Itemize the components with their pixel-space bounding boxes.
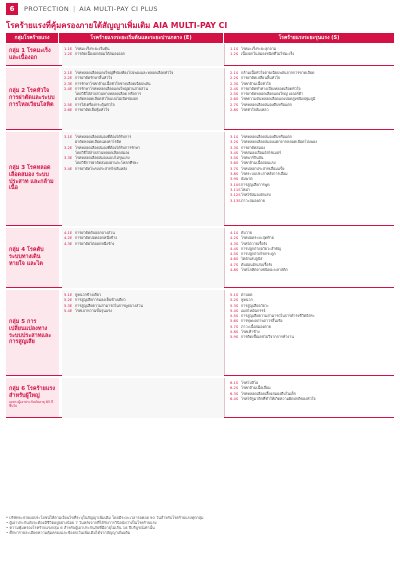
item-text: กล้ามเนื้อหัวใจตายเฉียบพลันจากการขาดเลือด [241, 71, 315, 75]
item-text: ไตอักเสบลูปัส [241, 257, 263, 262]
group-label: กลุ่ม 6 โรคร้ายแรงสำหรับผู้ใหญ่ [9, 386, 56, 400]
early-stage-list [62, 132, 224, 226]
page-title: โรคร้ายแรงที่คุ้มครองภายใต้สัญญาเพิ่มเติม AIA MULTI-PAY CI [6, 21, 228, 30]
item-text: โดยวิธีใส่สายสวนทางหลอดเลือด หรือการ [75, 92, 142, 97]
item-code: 4.2S [230, 236, 239, 241]
item-code: 6.1S [230, 381, 239, 385]
group-note: เฉพาะผู้เอาประกันภัยอายุ 65 ปีขึ้นไป [9, 399, 54, 408]
item-code: 5.2S [230, 298, 239, 303]
severe-stage-list [224, 68, 394, 115]
item-text: การผ่าตัดเยื่อหุ้มหัวใจ [75, 108, 110, 113]
item-code: 5.1E [64, 293, 73, 297]
list-item [64, 242, 222, 247]
item-code: 2.4E [64, 86, 73, 91]
list-item [230, 397, 392, 402]
severe-stage-list [224, 132, 394, 206]
group-label-cell [6, 290, 59, 375]
item-code: 5.6S [230, 319, 239, 324]
item-code: 3.8S [230, 172, 239, 177]
item-text: โรคปอดระยะสุดท้าย [241, 236, 274, 241]
item-text: โรคโลหิตจางชนิดอะพลาสติก [241, 268, 288, 273]
item-text: ตาบอด [241, 293, 253, 297]
item-code: 2.5E [64, 102, 73, 107]
item-text: โรคหลอดเลือดสมองแตกจากหลอดเลือดโป่งพอง [241, 140, 318, 145]
early-stage-list [62, 68, 224, 130]
group-label: กลุ่ม 2 โรคหัวใจ การผ่าตัดและระบบการไหลเวียนโลหิต [9, 88, 55, 108]
item-text: โดยวิธีการผ่าตัดสมองผ่านกะโหลกศีรษะ [75, 161, 139, 166]
item-code: 2.4S [230, 86, 239, 91]
item-code: 1.1E [64, 47, 73, 51]
item-text: การสูญเสียความสามารถในการพูดบางส่วน [75, 303, 143, 308]
item-code: 5.3S [230, 303, 239, 308]
group-label-cell [6, 228, 59, 287]
item-text: การสูญเสียการมองเห็นข้างเดียว [75, 298, 126, 303]
group-label: กลุ่ม 3 โรคหลอดเลือดสมอง ระบบประสาท และกล้ามเนื้อ [9, 164, 54, 192]
item-code: 3.3S [230, 145, 239, 150]
item-text: การผ่าตัดรักษาลิ้นหัวใจ [75, 76, 113, 81]
item-code: 5.2E [64, 298, 73, 303]
header-divider: | [73, 5, 76, 13]
item-text: อัมพาต [241, 177, 253, 182]
item-text: โรคหลอดเลือดสมองที่ต้องได้รับการรักษา [75, 145, 140, 150]
item-text: การทุพพลภาพถาวรสิ้นเชิง [241, 319, 283, 324]
item-text: ภาวะสมองตาย [241, 198, 265, 203]
item-code: 3.3E [64, 156, 73, 161]
header-early: โรคร้ายแรงระยะเริ่มต้นและระยะปานกลาง (E) [59, 33, 224, 43]
item-code: 3.4S [230, 150, 239, 155]
group-row [6, 378, 394, 418]
item-text: โรคเบาหวานขั้นรุนแรง [75, 308, 112, 313]
item-text: โรคหลอดเลือดสมองแบบไม่รุนแรง [75, 156, 130, 161]
list-item [230, 52, 392, 57]
item-code: 4.6S [230, 257, 239, 262]
item-text: โรคหลอดเลือดเลี้ยงสมองตีบในเด็ก [241, 391, 296, 396]
item-text: โรคปลอกประสาทเสื่อมแข็ง [241, 166, 285, 171]
page-number: 6 [6, 3, 18, 15]
list-item [230, 268, 392, 273]
item-text: โรคหลอดเลือดสมองตีบหรือแตก [241, 135, 292, 139]
group-row [6, 290, 394, 376]
item-code: 1.2E [64, 52, 73, 57]
item-code: 5.8S [230, 330, 239, 335]
item-text: การสูญเสียความสามารถในการดำรงชีวิตอิสระ [241, 314, 315, 319]
header-group: กลุ่มโรคร้ายแรง [6, 33, 59, 43]
severe-stage-list [224, 44, 394, 60]
item-text: หูหนวก [241, 298, 253, 303]
item-code: 2.1S [230, 71, 239, 75]
item-text: การผ่าตัดหลอดเลือดแดงใหญ่ เอออร์ต้า [241, 92, 304, 97]
item-code: 6.2S [230, 386, 239, 391]
product-name: AIA MULTI-PAY CI PLUS [79, 5, 158, 13]
item-code: 3.7S [230, 166, 239, 171]
footnote: • ผู้เอาประกันภัยจะต้องมีชีวิตอยู่อย่างน้อย 7 วันหลังจากที่ได้รับการวินิจฉัยว่าเป็นโรคร้ายแรง [6, 520, 157, 525]
list-item [64, 52, 222, 57]
list-item [230, 335, 392, 340]
item-text: โคม่า [241, 187, 250, 192]
group-label-cell [6, 44, 59, 65]
list-item [64, 167, 222, 172]
item-text: ตับวาย [241, 231, 253, 235]
early-stage-list [62, 378, 224, 418]
column-divider [224, 44, 225, 65]
item-code: 3.1S [230, 135, 239, 139]
item-text: การปลูกถ่ายอวัยวะสำคัญ [241, 246, 282, 251]
item-text: การติดเชื้อเอชไอวีจากการทำงาน [241, 335, 294, 340]
list-item [64, 108, 222, 113]
item-code: 4.4S [230, 246, 239, 251]
item-text: โรคมะเร็งระยะเริ่มต้น [75, 47, 110, 51]
item-text: การผ่าตัดโพรงประสาทไขสันหลัง [75, 166, 128, 171]
item-code: 2.3S [230, 81, 239, 86]
item-text: การสูญเสียการพูด [241, 182, 270, 187]
item-text: การใส่เครื่องกระตุ้นหัวใจ [75, 102, 115, 107]
item-code: 5.9S [230, 335, 239, 340]
item-text: แผลไหม้ฉกรรจ์ [241, 308, 266, 313]
item-text: โรคหลอดเลือดสมองตีบหรือแตก [241, 102, 292, 107]
group-row [6, 68, 394, 130]
item-code: 6.4S [230, 396, 239, 401]
column-divider [224, 228, 225, 287]
item-text: โรคไตวายเรื้อรัง [241, 241, 268, 246]
item-code: 2.2S [230, 76, 239, 81]
group-label: กลุ่ม 5 การเปลี่ยนแปลงทางระบบประสาทและการสูญเสีย [9, 318, 52, 346]
item-code: 6.3S [230, 391, 239, 396]
item-code: 3.11S [230, 187, 241, 192]
item-code: 2.7S [230, 102, 239, 107]
item-text: หูหนวกข้างเดียว [75, 293, 101, 297]
item-code: 2.6E [64, 108, 73, 113]
item-code: 5.4S [230, 308, 239, 313]
item-code: 3.12S [230, 193, 241, 198]
item-text: โรคระบบประสาทสั่งการเสื่อม [241, 172, 288, 177]
group-row [6, 44, 394, 66]
footnote: • ศึกษารายละเอียดความคุ้มครองและข้อยกเว้นเพิ่มเติมได้จากสัญญาเพิ่มเติม [6, 530, 131, 535]
item-text: การผ่าตัดตับออกบางส่วน [75, 231, 115, 235]
item-text: โรคพาร์กินสัน [241, 156, 264, 161]
item-code: 4.1S [230, 231, 239, 235]
item-code: 4.7S [230, 262, 239, 267]
column-divider [224, 132, 225, 225]
severe-stage-list [224, 228, 394, 275]
item-code: 2.3E [64, 81, 73, 86]
item-text: โรคความดันหลอดเลือดแดงปอดสูงชนิดปฐมภูมิ [241, 97, 316, 102]
item-code: 2.6S [230, 97, 239, 102]
item-text: โรคกล้ามเนื้อเสื่อม [241, 386, 271, 391]
early-stage-list [62, 228, 224, 288]
item-text: โรคมะเร็งระยะลุกลาม [241, 47, 277, 51]
item-text: การตัดเนื้องอกต่อมใต้สมองออก [75, 52, 125, 57]
table-header [6, 33, 394, 43]
footnote: * บริษัทจะจ่ายผลประโยชน์ให้ตามเงื่อนไขที่ระบุในสัญญาเพิ่มเติม โดยมีระยะเวลารอคอย 90 วันสำหรับโรคร้ายแรงทุกกลุ่ม [6, 515, 204, 520]
group-label: กลุ่ม 4 โรคตับ ระบบทางเดินหายใจ และไต [9, 247, 44, 267]
item-code: 3.2S [230, 140, 239, 145]
header-severe: โรคร้ายแรงระยะรุนแรง (S) [224, 33, 394, 43]
item-code: 3.5S [230, 156, 239, 161]
early-stage-list [62, 44, 224, 66]
item-code: 5.5S [230, 314, 239, 319]
item-code: 4.5S [230, 252, 239, 257]
item-text: โรคหลอดเลือดแดงใหญ่ที่ช่องท้องโป่งพองและหลอดเลือดหัวใจ [75, 71, 174, 75]
item-text: โรคไข้รูมาติกที่ทำให้เกิดความผิดปกติของหัวใจ [241, 396, 316, 401]
item-text: โรคกล้ามเนื้อหัวใจ [241, 81, 271, 86]
item-text: การผ่าตัดสมอง [241, 145, 266, 150]
item-code: 5.4E [64, 308, 73, 313]
footnotes [6, 515, 394, 535]
section-label: PROTECTION [24, 5, 70, 13]
item-code: 4.3S [230, 241, 239, 246]
item-text: การรักษาโรคหลอดเลือดแดงใหญ่ผ่านสายสวน [75, 86, 148, 91]
item-code: 5.7S [230, 324, 239, 329]
item-text: โรคสมองเสื่อมอัลไซเมอร์ [241, 150, 281, 155]
item-text: ผ่าตัดหลอดเลือดแดงคาโรติด [75, 140, 122, 145]
group-label-cell [6, 68, 59, 129]
item-text: โรคกล้ามเนื้ออ่อนแรง [241, 161, 276, 166]
item-text: การสูญเสียอวัยวะ [241, 303, 269, 308]
item-code: 3.4E [64, 166, 73, 171]
item-text: การผ่าตัดเปลี่ยนลิ้นหัวใจ [241, 76, 281, 81]
item-code: 3.2E [64, 145, 73, 150]
group-label-cell [6, 132, 59, 225]
item-text: ผ่าตัดหลอดเลือดหัวใจแบบไม่เปิดช่องอก [75, 97, 139, 102]
item-text: โดยวิธีใส่สายสวนหลอดเลือดสมอง [75, 150, 130, 155]
item-text: การผ่าตัดปอดออกหนึ่งข้าง [75, 236, 118, 241]
early-stage-list [62, 290, 224, 376]
item-text: โรคไข้สมองอักเสบ [241, 193, 271, 198]
page-header [6, 0, 158, 18]
list-item [230, 199, 392, 204]
item-code: 1.1S [230, 47, 239, 51]
column-divider [224, 378, 225, 417]
item-text: การปลูกถ่ายไขกระดูก [241, 252, 276, 257]
group-label-cell [6, 378, 59, 417]
item-text: ภาวะเนื้อสมองตาย [241, 324, 271, 329]
item-text: โรคเท้าช้าง [241, 330, 260, 335]
item-code: 3.1E [64, 135, 73, 139]
item-code: 1.2S [230, 52, 239, 57]
item-code: 2.5S [230, 92, 239, 97]
item-code: 3.13S [230, 198, 241, 203]
item-code: 3.9S [230, 177, 239, 182]
list-item [230, 108, 392, 113]
item-code: 5.1S [230, 293, 239, 297]
item-text: เนื้องอกในสมองชนิดที่ไม่ใช่มะเร็ง [241, 52, 295, 57]
item-code: 4.8S [230, 268, 239, 273]
item-text: ตับอ่อนอักเสบเรื้อรัง [241, 262, 273, 267]
item-text: การรักษาโรคกล้ามเนื้อหัวใจขาดเลือดเฉียบพลัน [75, 81, 151, 86]
item-code: 3.6S [230, 161, 239, 166]
column-divider [224, 290, 225, 375]
item-text: โรคโปลิโอ [241, 381, 259, 385]
list-item [64, 309, 222, 314]
item-text: การผ่าตัดไตออกหนึ่งข้าง [75, 241, 115, 246]
severe-stage-list [224, 290, 394, 343]
item-code: 4.3E [64, 241, 73, 246]
column-divider [224, 68, 225, 129]
item-code: 4.2E [64, 236, 73, 241]
severe-stage-list [224, 378, 394, 404]
item-code: 2.8S [230, 108, 239, 113]
item-code: 4.1E [64, 231, 73, 235]
item-code: 2.1E [64, 71, 73, 75]
item-code: 3.10S [230, 182, 241, 187]
item-text: การผ่าตัดทำทางเบี่ยงหลอดเลือดหัวใจ [241, 86, 301, 91]
item-text: โรคหลอดเลือดสมองที่ต้องได้รับการ [75, 135, 132, 139]
group-label: กลุ่ม 1 โรคมะเร็งและเนื้องอก [9, 47, 51, 61]
item-code: 5.3E [64, 303, 73, 308]
footnote: • ความคุ้มครองโรคร้ายแรงกลุ่ม 6 สำหรับผู้เอาประกันภัยที่มีอายุไม่เกิน 18 ปีบริบูรณ์เท่านั้น [6, 525, 155, 530]
group-row [6, 132, 394, 226]
item-code: 2.2E [64, 76, 73, 81]
group-row [6, 228, 394, 288]
item-text: โรคหัวใจล้มเหลว [241, 108, 269, 113]
